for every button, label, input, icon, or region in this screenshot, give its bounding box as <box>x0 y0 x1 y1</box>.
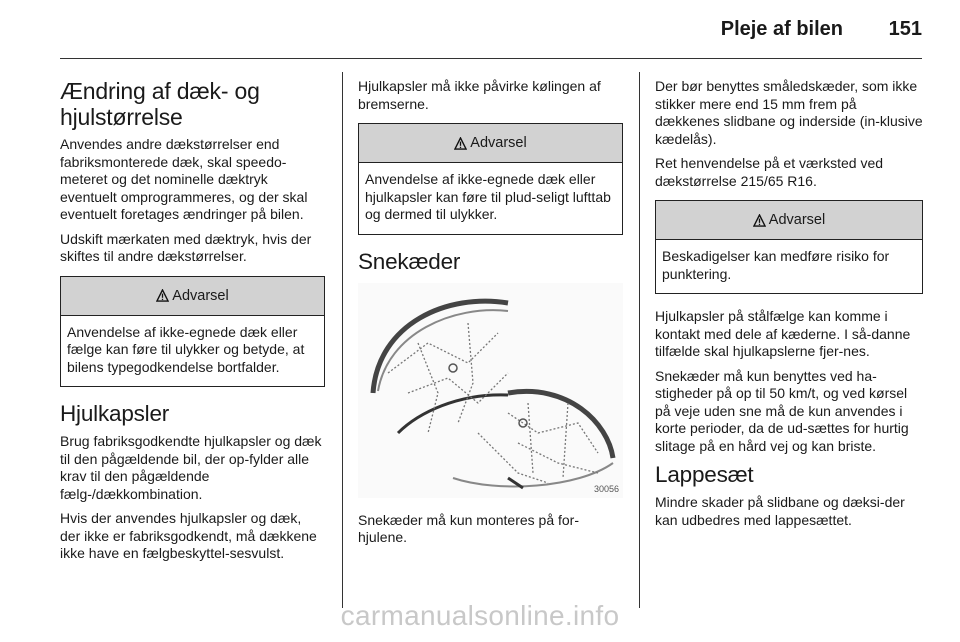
heading-wheel-covers: Hjulkapsler <box>60 401 170 426</box>
paragraph: Anvendes andre dækstørrelser end fabriksmonterede dæk, skal speedo-meteret og det nominelle dæktryk eventuelt omprogrammeres, og der skal eventuelt foretages ændringer på bilen. <box>60 136 308 222</box>
column-3 <box>655 78 923 536</box>
warning-box <box>655 200 923 294</box>
snow-chains-illustration <box>358 283 623 498</box>
paragraph: Udskift mærkaten med dæktryk, hvis der skiftes til andre dækstørrelser. <box>60 230 312 264</box>
paragraph: Snekæder må kun monteres på for-hjulene. <box>358 511 579 545</box>
warning-text: Anvendelse af ikke-egnede dæk eller fælge kan føre til ulykker og betyde, at bilens typegodkendelse bortfalder. <box>67 323 305 375</box>
paragraph: Hjulkapsler må ikke påvirke kølingen af bremserne. <box>358 78 601 112</box>
warning-title: Advarsel <box>470 135 527 151</box>
heading-tire-size-change: Ændring af dæk- og hjulstørrelse <box>60 78 260 130</box>
warning-text: Beskadigelser kan medføre risiko for punktering. <box>662 248 890 282</box>
paragraph: Hjulkapsler på stålfælge kan komme i kontakt med dele af kæderne. I så-danne tilfælde skal hjulkapslerne fjer-nes. <box>655 308 911 359</box>
snow-chain-drawing <box>358 283 623 498</box>
column-2 <box>358 78 623 554</box>
warning-header <box>656 201 922 240</box>
warning-title: Advarsel <box>172 287 229 304</box>
warning-header <box>359 124 622 163</box>
warning-text: Anvendelse af ikke-egnede dæk eller hjulkapsler kan føre til plud-seligt lufttab og dermed til ulykker. <box>365 171 611 222</box>
warning-icon <box>454 137 467 150</box>
heading-repair-kit: Lappesæt <box>655 462 754 487</box>
paragraph: Der bør benyttes småledskæder, som ikke stikker mere end 15 mm frem på dækkenes slidbane og inderside (in-klusive kædelås). <box>655 78 923 147</box>
warning-box <box>60 276 325 388</box>
figure-number: 30056 <box>593 483 619 494</box>
paragraph: Brug fabriksgodkendte hjulkapsler og dæk til den pågældende bil, der op-fylder alle krav til den pågældende fælg-/dækkombination. <box>60 433 322 502</box>
warning-icon <box>156 289 169 302</box>
section-title: Pleje af bilen <box>720 18 843 40</box>
warning-header <box>61 277 324 316</box>
column-divider <box>342 72 343 608</box>
warning-title: Advarsel <box>768 212 826 228</box>
paragraph: Hvis der anvendes hjulkapsler og dæk, der ikke er fabriksgodkendt, må dækkene ikke have en fælgbeskyttel-sesvulst. <box>60 510 317 561</box>
paragraph: Snekæder må kun benyttes ved ha-stigheder på op til 50 km/t, og ved kørsel på veje uden sne må de kun anvendes i korte perioder, da de ud-sættes for hurtig slitage på en hård vej og kan briste. <box>655 367 909 454</box>
watermark: carmanualsonline.info <box>340 600 620 631</box>
paragraph: Ret henvendelse på et værksted ved dækstørrelse 215/65 R16. <box>655 155 884 189</box>
heading-snow-chains: Snekæder <box>358 248 461 274</box>
column-divider <box>639 72 640 608</box>
warning-box <box>358 123 623 235</box>
header-divider <box>60 58 922 59</box>
page-header <box>0 0 960 50</box>
column-1 <box>60 78 325 570</box>
warning-icon <box>753 214 766 227</box>
paragraph: Mindre skader på slidbane og dæksi-der kan udbedres med lappesættet. <box>655 494 905 528</box>
page-number: 151 <box>888 18 922 40</box>
